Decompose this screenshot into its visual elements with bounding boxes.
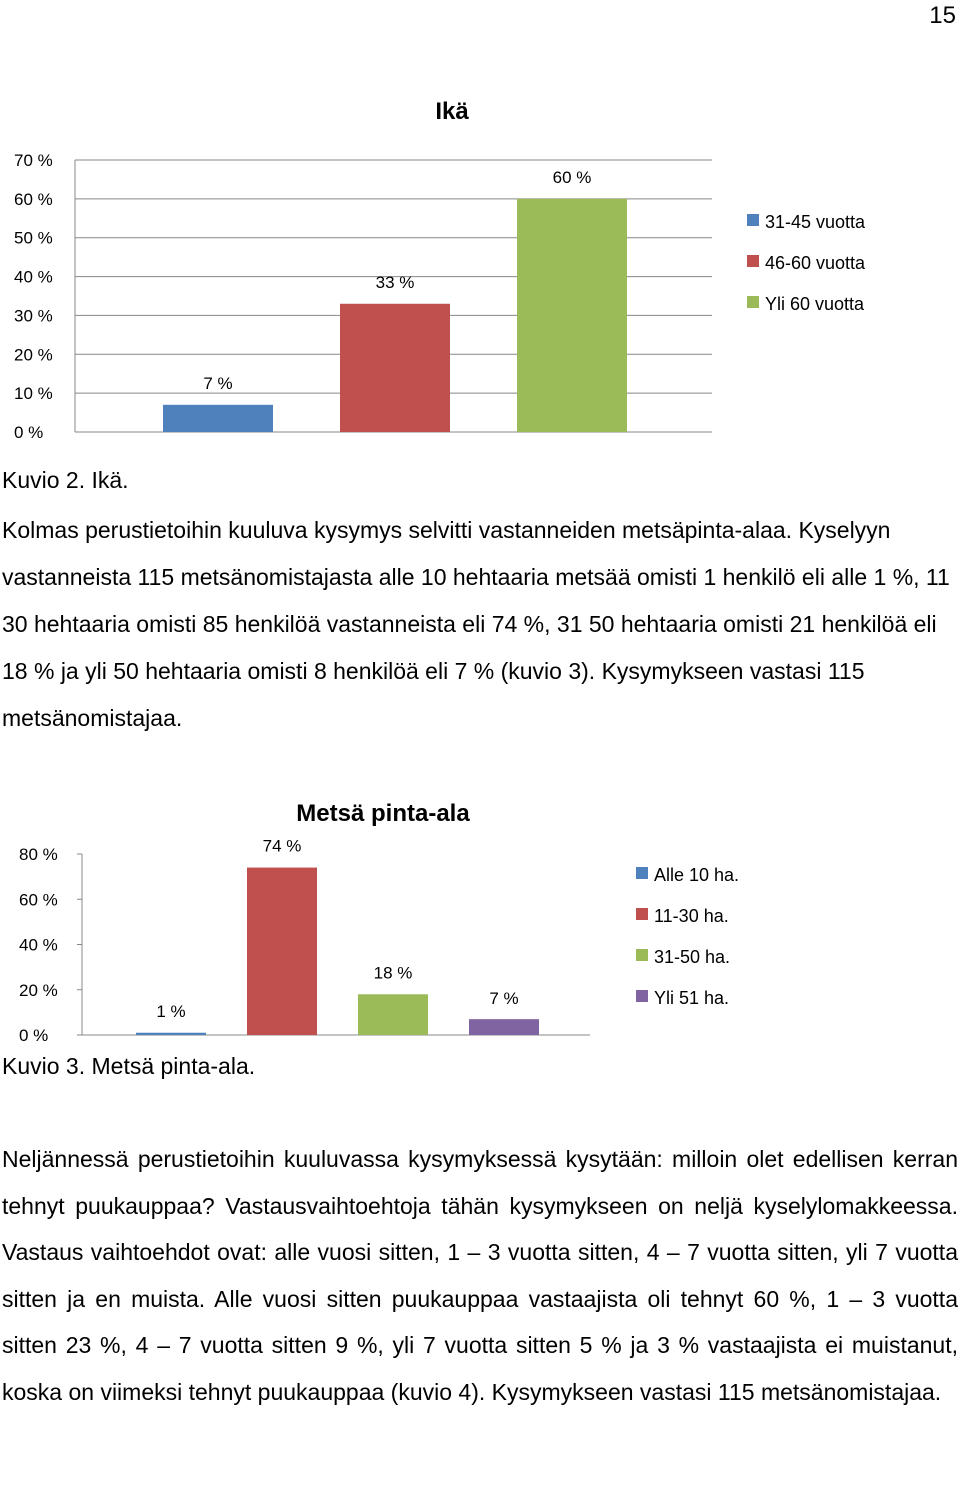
paragraph-puukauppa: Neljännessä perustietoihin kuuluvassa kysymyksessä kysytään: milloin olet edellisen kerran tehnyt puukauppaa? Vastausvaihtoehtoja tähän kysymykseen on neljä kyselylomakkeessa. Vastaus vaihtoehdot ovat: alle vuosi sitten, 1 – 3 vuotta sitten, 4 – 7 vuotta sitten, yli 7 vuotta sitten ja en muista. Alle vuosi sitten puukauppaa vastaajista oli tehnyt 60 %, 1 – 3 vuotta sitten 23 %, 4 – 7 vuotta sitten 9 %, yli 7 vuotta sitten 5 % ja 3 % vastaajista ei muistanut, koska on viimeksi tehnyt puukauppaa (kuvio 4). Kysymykseen vastasi 115 metsänomistajaa. <box>2 1146 958 1405</box>
data-label: 18 % <box>373 963 413 983</box>
data-label: 7 % <box>203 373 233 393</box>
legend-label: Alle 10 ha. <box>654 865 740 885</box>
data-label: 33 % <box>375 272 415 292</box>
legend-label: 11-30 ha. <box>654 906 729 926</box>
y-tick-label: 80 % <box>19 845 58 864</box>
y-tick-label: 20 % <box>19 980 58 1000</box>
y-tick-label: 40 % <box>14 267 53 287</box>
legend-label: 31-45 vuotta <box>765 212 866 232</box>
legend-label: Yli 60 vuotta <box>765 294 865 314</box>
bar-1 <box>163 405 273 432</box>
legend-swatch <box>747 214 759 226</box>
chart-ika-svg <box>0 0 960 460</box>
legend-label: 46-60 vuotta <box>765 253 866 273</box>
bar-2 <box>340 304 450 432</box>
y-tick-label: 30 % <box>14 306 53 326</box>
data-label: 60 % <box>552 167 592 187</box>
legend-swatch <box>636 990 648 1002</box>
bar-1 <box>136 1033 206 1035</box>
chart-metsa-svg <box>0 790 960 1050</box>
chart-ika <box>0 0 960 460</box>
y-tick-label: 0 % <box>19 1026 49 1045</box>
bar-3 <box>358 994 428 1035</box>
chart-title: Ikä <box>435 98 469 125</box>
legend-label: Yli 51 ha. <box>654 988 730 1008</box>
y-tick-label: 40 % <box>19 935 58 955</box>
paragraph-metsapinta-ala: Kolmas perustietoihin kuuluva kysymys selvitti vastanneiden metsäpinta-alaa. Kyselyyn vastanneista 115 metsänomistajasta alle 10 hehtaaria metsää omisti 1 henkilö eli alle 1 %, 11 30 hehtaaria omisti 85 henkilöä vastanneista eli 74 %, 31 50 hehtaaria omisti 21 henkilöä eli 18 % ja yli 50 hehtaaria omisti 8 henkilöä eli 7 % (kuvio 3). Kysymykseen vastasi 115 metsänomistajaa. <box>2 517 950 731</box>
y-tick-label: 20 % <box>14 345 53 365</box>
page-number: 15 <box>929 2 956 29</box>
y-tick-label: 10 % <box>14 384 53 404</box>
chart-metsa-pinta-ala <box>0 790 960 1050</box>
legend-swatch <box>636 908 648 920</box>
legend-swatch <box>747 296 759 308</box>
legend-swatch <box>747 255 759 267</box>
y-tick-label: 0 % <box>14 423 44 442</box>
data-label: 7 % <box>489 989 519 1008</box>
bar-4 <box>469 1019 539 1035</box>
bar-3 <box>517 199 627 432</box>
data-label: 74 % <box>262 836 302 856</box>
legend-swatch <box>636 949 648 961</box>
legend-swatch <box>636 867 648 879</box>
legend-label: 31-50 ha. <box>654 947 731 967</box>
y-tick-label: 60 % <box>14 189 53 209</box>
chart-title: Metsä pinta-ala <box>296 800 470 827</box>
figure-caption-3: Kuvio 3. Metsä pinta-ala. <box>2 1053 256 1079</box>
y-tick-label: 50 % <box>14 228 53 248</box>
data-label: 1 % <box>156 1002 186 1021</box>
figure-caption-2: Kuvio 2. Ikä. <box>2 467 129 493</box>
y-tick-label: 60 % <box>19 890 58 910</box>
y-tick-label: 70 % <box>14 151 53 170</box>
bar-2 <box>247 868 317 1035</box>
